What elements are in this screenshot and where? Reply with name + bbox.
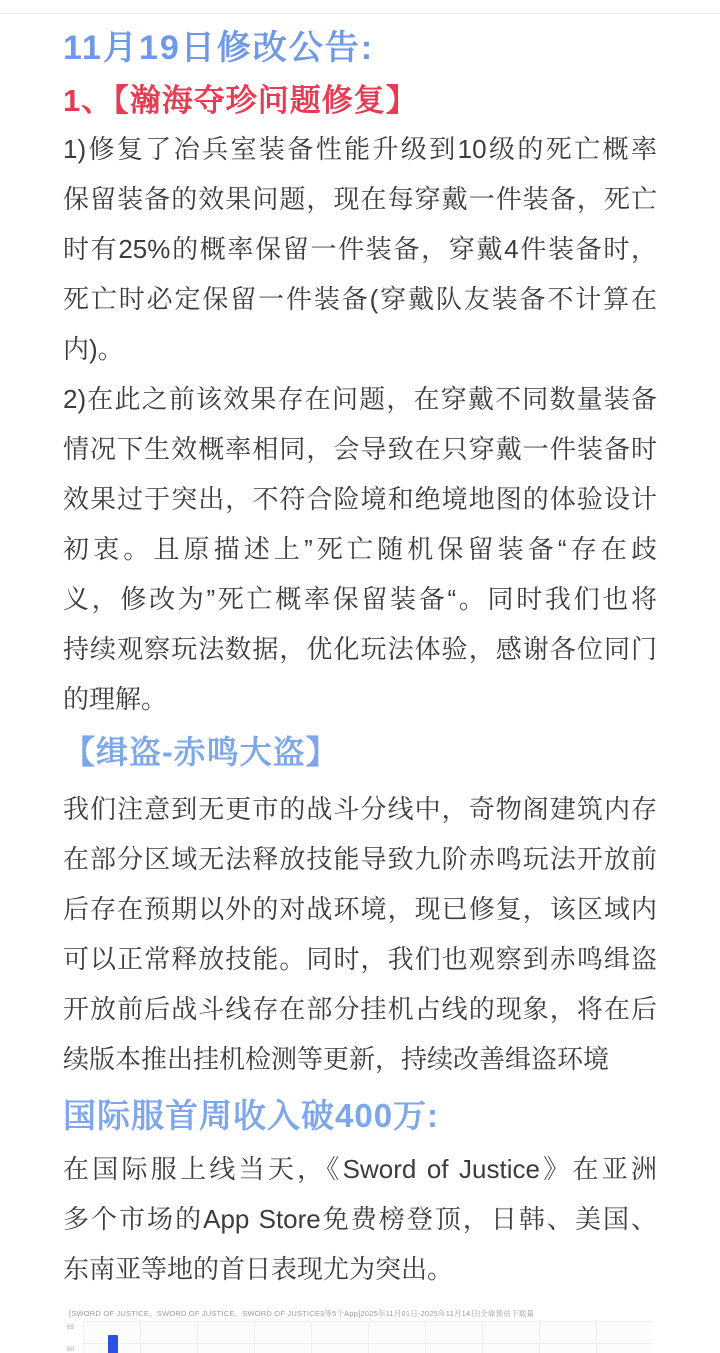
section1-paragraph-1	[63, 124, 657, 374]
chart-y-tick: 60	[67, 1346, 75, 1353]
announcement-article	[0, 24, 720, 1294]
body-line: 持续观察玩法数据，优化玩法体验，感谢各位同门	[63, 634, 657, 664]
section3-heading: 国际服首周收入破400万:	[63, 1097, 440, 1134]
body-line: 在国际服上线当天，《Sword of Justice》在亚洲	[63, 1154, 657, 1184]
section2-heading: 【缉盗-赤鸣大盗】	[63, 734, 339, 770]
body-line: 多个市场的App Store免费榜登顶，日韩、美国、	[63, 1204, 657, 1234]
chart-y-tick: 65	[67, 1324, 75, 1331]
section1-paragraph-2	[63, 374, 657, 724]
downloads-chart-preview	[63, 1306, 657, 1353]
body-line: 东南亚等地的首日表现尤为突出。	[63, 1254, 454, 1284]
body-line: 我们注意到无更市的战斗分线中，奇物阁建筑内存	[63, 794, 657, 824]
chart-bar	[108, 1335, 118, 1353]
section1-heading: 1、【瀚海夺珍问题修复】	[63, 83, 418, 118]
chart-title: [SWORD OF JUSTICE、SWORD OF JUSTICE、SWORD OF JUSTICE3等5个App]2025年11月01日-2025年11月14日|全球预估下载量	[69, 1309, 535, 1318]
body-line: 开放前后战斗线存在部分挂机占线的现象，将在后	[63, 994, 657, 1024]
body-line: 效果过于突出，不符合险境和绝境地图的体验设计	[63, 484, 657, 514]
body-line: 死亡时必定保留一件装备(穿戴队友装备不计算在	[63, 284, 657, 314]
body-line: 情况下生效概率相同，会导致在只穿戴一件装备时	[63, 434, 657, 464]
body-line: 时有25%的概率保留一件装备，穿戴4件装备时，	[63, 234, 657, 264]
body-line: 在部分区域无法释放技能导致九阶赤鸣玩法开放前	[63, 844, 657, 874]
body-line: 可以正常释放技能。同时，我们也观察到赤鸣缉盗	[63, 944, 657, 974]
body-line: 保留装备的效果问题，现在每穿戴一件装备，死亡	[63, 184, 657, 214]
body-line: 后存在预期以外的对战环境，现已修复，该区域内	[63, 894, 657, 924]
section2-paragraph	[63, 784, 657, 1084]
body-line: 义，修改为”死亡概率保留装备“。同时我们也将	[63, 584, 657, 614]
body-line: 续版本推出挂机检测等更新，持续改善缉盗环境	[63, 1044, 610, 1074]
announcement-title: 11月19日修改公告:	[63, 29, 375, 67]
body-line: 的理解。	[63, 684, 168, 714]
body-line: 2)在此之前该效果存在问题，在穿戴不同数量装备	[63, 384, 657, 414]
chart-gridlines	[83, 1321, 653, 1353]
section3-paragraph	[63, 1144, 657, 1294]
top-divider	[0, 13, 720, 14]
body-line: 1)修复了冶兵室装备性能升级到10级的死亡概率	[63, 134, 657, 164]
body-line: 内)。	[63, 334, 124, 364]
body-line: 初衷。且原描述上”死亡随机保留装备“存在歧	[63, 534, 657, 564]
